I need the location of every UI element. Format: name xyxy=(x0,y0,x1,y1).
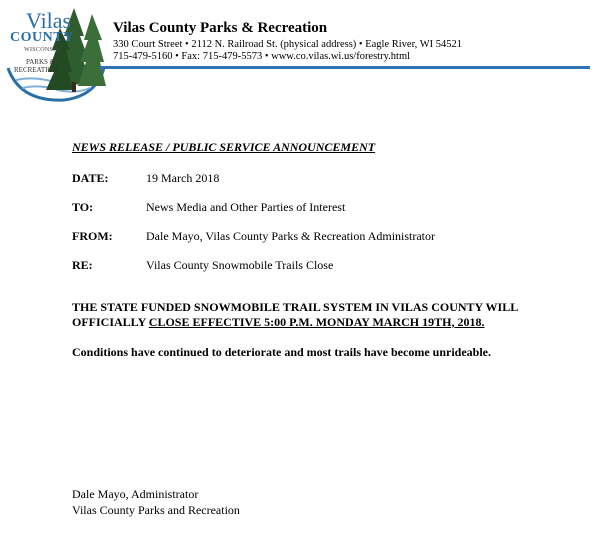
header-rule xyxy=(100,66,590,69)
to-label: TO: xyxy=(72,200,94,214)
logo-word-recreation: RECREATION xyxy=(14,66,58,74)
county-logo xyxy=(4,6,108,102)
closure-effective-time: CLOSE EFFECTIVE 5:00 P.M. MONDAY MARCH 19TH, 2018. xyxy=(148,314,485,329)
conditions-statement: Conditions have continued to deteriorate and most trails have become unrideable. xyxy=(72,345,491,359)
logo-word-county: COUNTY xyxy=(10,30,74,45)
signature-organization: Vilas County Parks and Recreation xyxy=(72,503,240,517)
signature-name: Dale Mayo, Administrator xyxy=(72,487,199,501)
re-label: RE: xyxy=(72,258,93,272)
organization-name: Vilas County Parks & Recreation xyxy=(113,20,328,36)
date-label: DATE: xyxy=(72,171,109,185)
from-label: FROM: xyxy=(72,229,113,243)
date-value: 19 March 2018 xyxy=(146,171,220,185)
closure-announcement-start: THE STATE FUNDED SNOWMOBILE TRAIL SYSTEM IN VILAS COUNTY WILL OFFICIALLY xyxy=(72,300,518,329)
logo-word-vilas: Vilas xyxy=(26,8,72,33)
re-value: Vilas County Snowmobile Trails Close xyxy=(146,258,334,272)
address-line: 330 Court Street • 2112 N. Railroad St. (physical address) • Eagle River, WI 54521 xyxy=(113,39,462,50)
logo-word-wisconsin: WISCONSIN xyxy=(24,47,61,53)
from-value: Dale Mayo, Vilas County Parks & Recreation Administrator xyxy=(146,229,436,243)
closure-announcement xyxy=(72,300,572,329)
to-value: News Media and Other Parties of Interest xyxy=(146,200,346,214)
contact-line: 715-479-5160 • Fax: 715-479-5573 • www.co.vilas.wi.us/forestry.html xyxy=(113,51,411,62)
logo-word-parks: PARKS & xyxy=(26,58,56,66)
release-headline: NEWS RELEASE / PUBLIC SERVICE ANNOUNCEMENT xyxy=(72,140,376,154)
